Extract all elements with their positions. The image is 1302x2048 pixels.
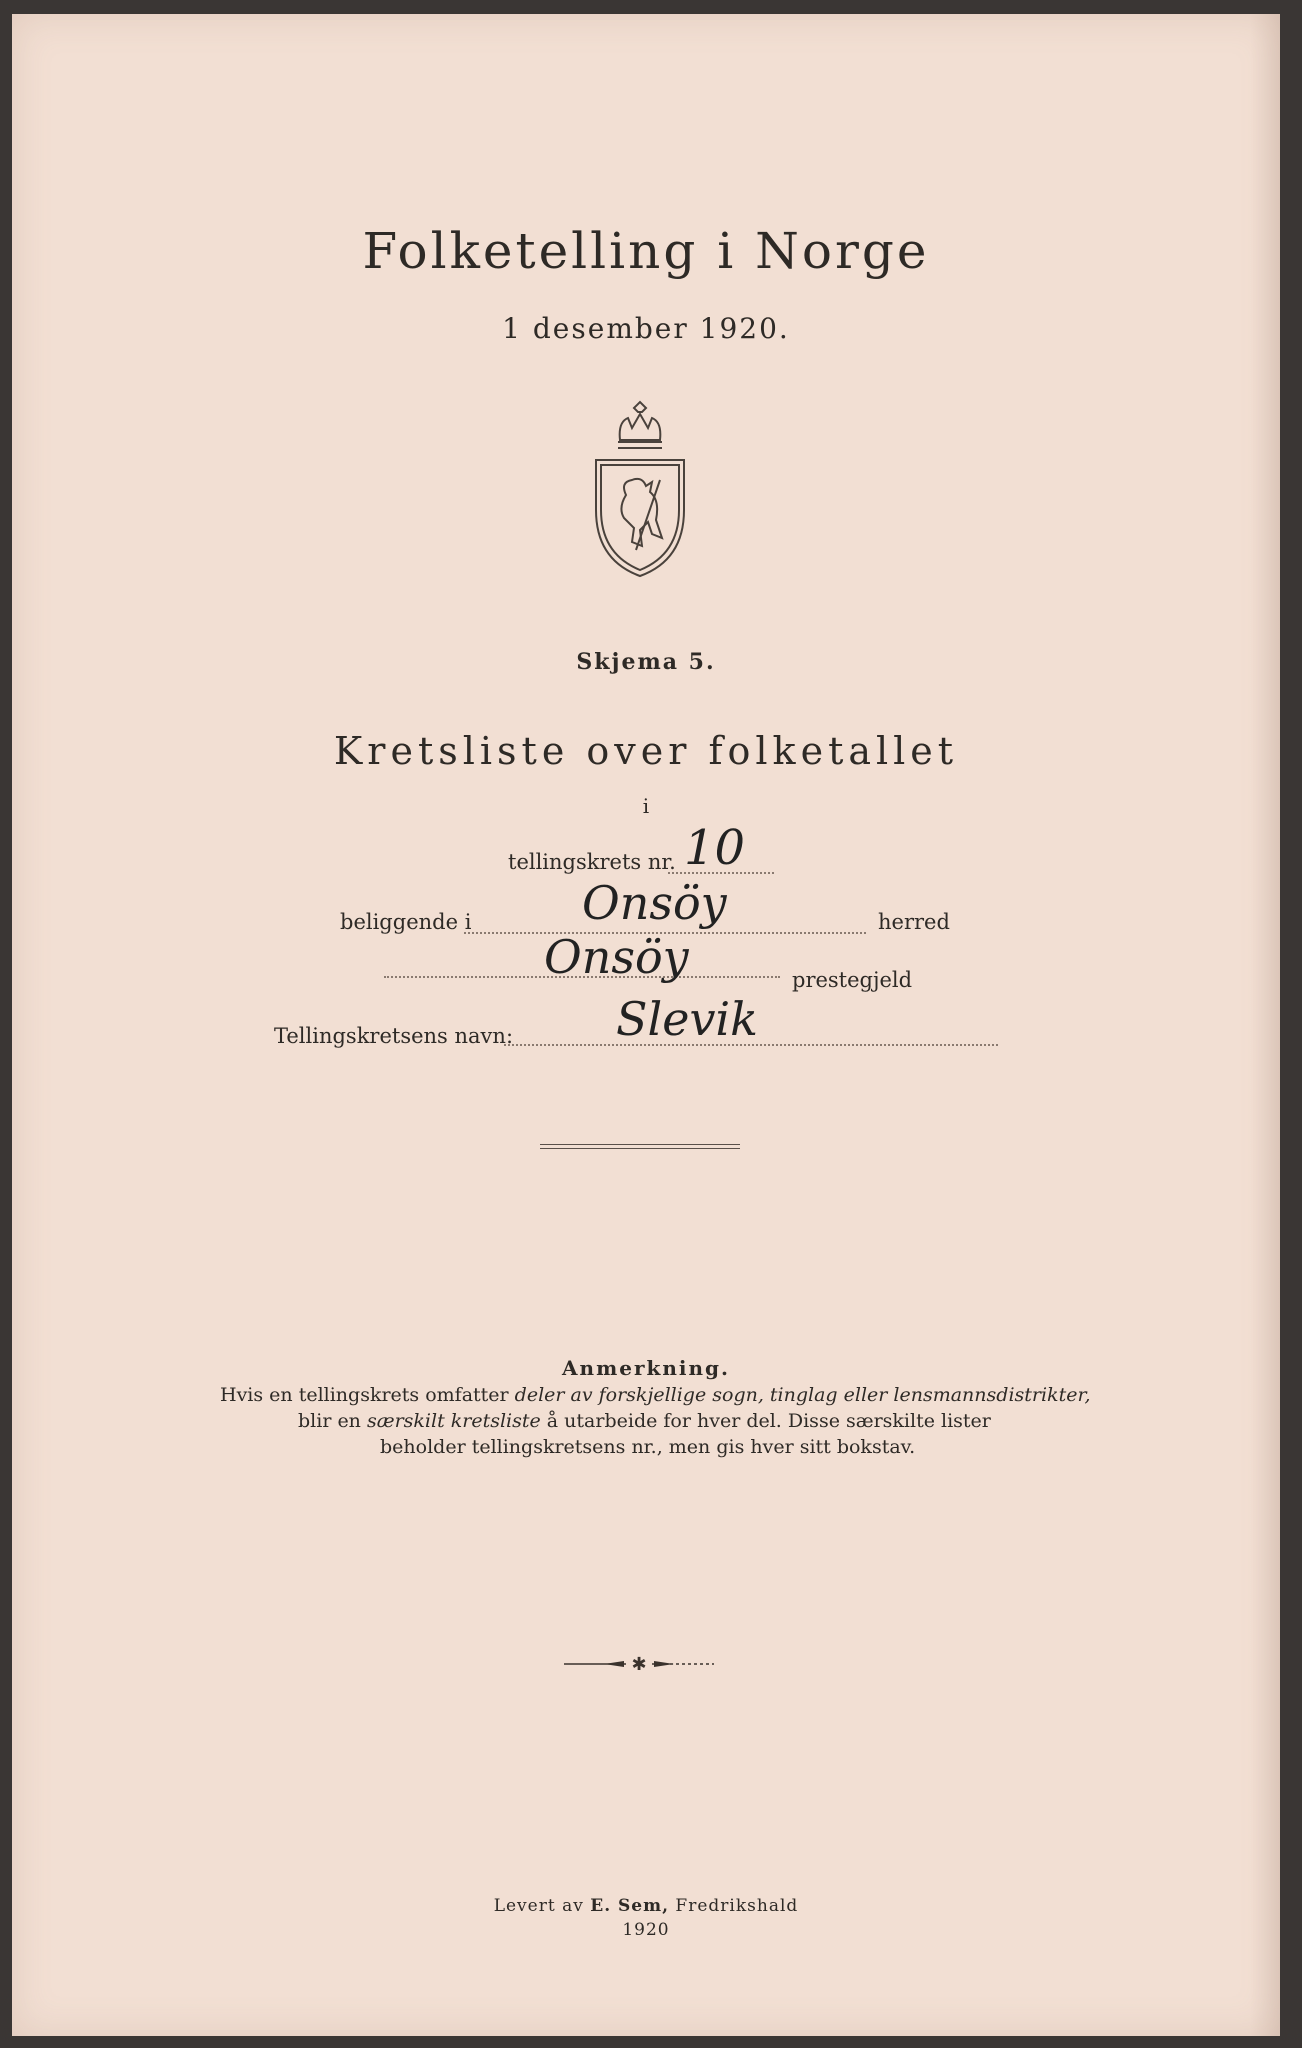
form-heading: Kretsliste over folketallet	[333, 729, 959, 773]
herred-value: Onsöy	[582, 876, 727, 930]
note-heading: Anmerkning.	[562, 1356, 730, 1380]
printer-line	[12, 1896, 1280, 1916]
schema-label: Skjema 5.	[576, 649, 716, 675]
note-line-2-italic: særskilt kretsliste	[366, 1410, 541, 1432]
navn-label: Tellingskretsens navn:	[274, 1024, 514, 1048]
ornament-divider-icon	[564, 1654, 714, 1674]
beliggende-label: beliggende i	[340, 910, 472, 934]
printer-name: E. Sem,	[590, 1896, 670, 1916]
document-date: 1 desember 1920.	[502, 312, 790, 345]
svg-text:✱: ✱	[631, 1654, 647, 1674]
prestegjeld-value: Onsöy	[544, 930, 689, 984]
census-form-page	[12, 14, 1280, 2036]
note-line-2-text-a: blir en	[298, 1410, 367, 1432]
note-line-1	[220, 1384, 1091, 1406]
note-line-3: beholder tellingskretsens nr., men gis hver sitt bokstav.	[380, 1436, 916, 1458]
note-line-2-text-c: å utarbeide for hver del. Disse særskilte lister	[540, 1410, 991, 1432]
coat-of-arms-icon	[590, 400, 690, 580]
divider-rule-bottom	[540, 1148, 740, 1149]
printer-place: Fredrikshald	[669, 1896, 799, 1916]
tellingskrets-label: tellingskrets nr.	[508, 850, 676, 874]
navn-value: Slevik	[616, 992, 759, 1046]
note-line-1-italic: deler av forskjellige sogn, tinglag eller lensmannsdistrikter,	[514, 1384, 1091, 1406]
document-title: Folketelling i Norge	[362, 222, 930, 280]
divider-rule-top	[540, 1144, 740, 1145]
preposition-i: i	[642, 794, 650, 818]
printer-prefix: Levert av	[493, 1896, 591, 1916]
tellingskrets-value: 10	[684, 820, 746, 876]
note-line-2	[298, 1410, 991, 1432]
prestegjeld-label: prestegjeld	[792, 968, 913, 992]
printer-year: 1920	[622, 1920, 670, 1940]
herred-label: herred	[878, 910, 950, 934]
note-line-1-text: Hvis en tellingskrets omfatter	[220, 1384, 515, 1406]
